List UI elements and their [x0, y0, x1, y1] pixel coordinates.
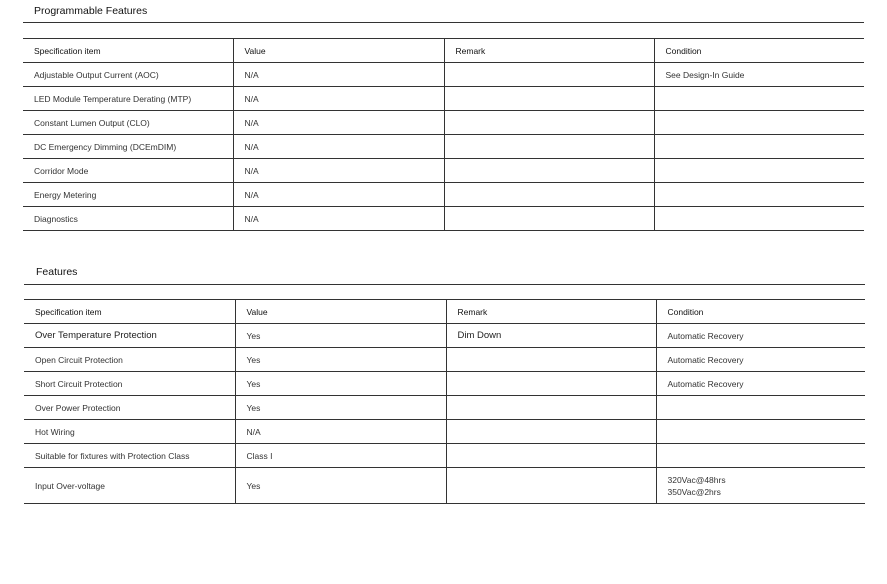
table-row — [23, 207, 864, 231]
value-cell: N/A — [235, 420, 446, 444]
table-row — [24, 444, 865, 468]
remark-cell — [444, 159, 654, 183]
table-row — [23, 135, 864, 159]
specification-item-cell: Over Power Protection — [24, 396, 235, 420]
condition-line: 350Vac@2hrs — [667, 486, 721, 497]
table-row — [23, 87, 864, 111]
specification-item-cell: Open Circuit Protection — [24, 348, 235, 372]
specification-item-cell: Corridor Mode — [23, 159, 233, 183]
specification-item-cell: Energy Metering — [23, 183, 233, 207]
section-divider — [23, 22, 864, 23]
table-row — [24, 348, 865, 372]
remark-cell — [444, 183, 654, 207]
specification-item-cell: Input Over-voltage — [24, 468, 235, 504]
condition-cell — [656, 444, 865, 468]
value-cell: Yes — [235, 324, 446, 348]
column-header-specification-item: Specification item — [23, 39, 233, 63]
condition-cell: See Design-In Guide — [654, 63, 864, 87]
remark-cell — [446, 468, 656, 504]
condition-cell — [656, 396, 865, 420]
condition-cell — [654, 183, 864, 207]
remark-cell — [444, 63, 654, 87]
specification-item-cell: Over Temperature Protection — [24, 324, 235, 348]
specification-item-cell: Diagnostics — [23, 207, 233, 231]
value-cell: Yes — [235, 372, 446, 396]
remark-cell — [446, 348, 656, 372]
value-cell: Class I — [235, 444, 446, 468]
table-header-row — [24, 300, 865, 324]
specification-item-cell: Adjustable Output Current (AOC) — [23, 63, 233, 87]
table-row — [24, 468, 865, 504]
table-row — [23, 111, 864, 135]
value-cell: N/A — [233, 111, 444, 135]
table-row — [24, 396, 865, 420]
value-cell: N/A — [233, 63, 444, 87]
programmable-features-title: Programmable Features — [34, 5, 148, 17]
condition-cell: Automatic Recovery — [656, 348, 865, 372]
table-row — [24, 324, 865, 348]
condition-cell — [654, 207, 864, 231]
condition-cell: Automatic Recovery — [656, 324, 865, 348]
condition-cell — [656, 468, 865, 504]
table-row — [23, 183, 864, 207]
value-cell: N/A — [233, 207, 444, 231]
table-row — [24, 372, 865, 396]
features-title: Features — [36, 266, 78, 278]
column-header-condition: Condition — [656, 300, 865, 324]
remark-cell: Dim Down — [446, 324, 656, 348]
remark-cell — [444, 111, 654, 135]
remark-cell — [444, 87, 654, 111]
condition-line: 320Vac@48hrs — [667, 474, 726, 485]
remark-cell — [444, 135, 654, 159]
specification-item-cell: Constant Lumen Output (CLO) — [23, 111, 233, 135]
value-cell: Yes — [235, 348, 446, 372]
remark-cell — [446, 444, 656, 468]
remark-cell — [446, 396, 656, 420]
condition-cell — [654, 135, 864, 159]
condition-cell — [656, 420, 865, 444]
column-header-value: Value — [233, 39, 444, 63]
specification-item-cell: Short Circuit Protection — [24, 372, 235, 396]
specification-item-cell: Hot Wiring — [24, 420, 235, 444]
value-cell: N/A — [233, 183, 444, 207]
value-cell: N/A — [233, 87, 444, 111]
value-cell: Yes — [235, 396, 446, 420]
table-row — [23, 159, 864, 183]
column-header-specification-item: Specification item — [24, 300, 235, 324]
features-table — [24, 299, 865, 504]
section-divider — [24, 284, 865, 285]
programmable-features-table — [23, 38, 864, 231]
condition-cell — [654, 87, 864, 111]
table-header-row — [23, 39, 864, 63]
condition-cell — [654, 111, 864, 135]
specification-item-cell: DC Emergency Dimming (DCEmDIM) — [23, 135, 233, 159]
column-header-condition: Condition — [654, 39, 864, 63]
condition-cell — [654, 159, 864, 183]
column-header-remark: Remark — [444, 39, 654, 63]
remark-cell — [444, 207, 654, 231]
table-row — [23, 63, 864, 87]
remark-cell — [446, 372, 656, 396]
column-header-value: Value — [235, 300, 446, 324]
column-header-remark: Remark — [446, 300, 656, 324]
condition-cell: Automatic Recovery — [656, 372, 865, 396]
table-row — [24, 420, 865, 444]
value-cell: N/A — [233, 135, 444, 159]
remark-cell — [446, 420, 656, 444]
value-cell: Yes — [235, 468, 446, 504]
specification-item-cell: Suitable for fixtures with Protection Class — [24, 444, 235, 468]
value-cell: N/A — [233, 159, 444, 183]
specification-item-cell: LED Module Temperature Derating (MTP) — [23, 87, 233, 111]
